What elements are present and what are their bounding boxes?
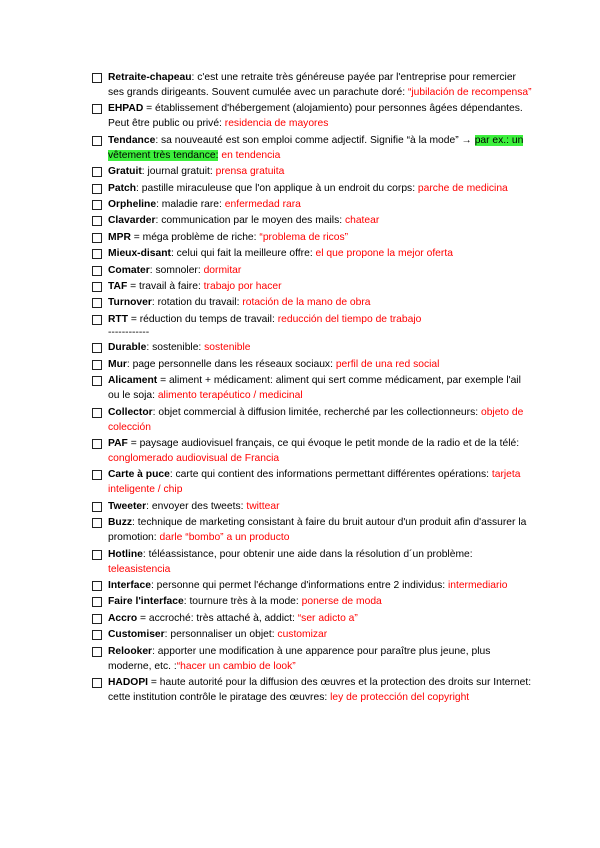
list-item <box>92 467 532 497</box>
definition-text: = accroché: très attaché à, addict: <box>137 612 298 624</box>
checkbox-icon[interactable] <box>92 597 102 607</box>
translation-text: ponerse de moda <box>301 596 382 608</box>
checkbox-icon[interactable] <box>92 104 102 114</box>
term-label: Accro <box>108 612 138 624</box>
definition-text: : carte qui contient des informations permettant différentes opérations: <box>169 469 492 481</box>
translation-text: “jubilación de recompensa” <box>407 87 532 98</box>
translation-text: “ser adicto a” <box>297 612 358 624</box>
translation-text: chatear <box>344 215 380 227</box>
translation-text: residencia de mayores <box>224 118 329 130</box>
translation-text: tarjeta inteligente / chip <box>108 469 521 496</box>
definition-text: : sa nouveauté est son emploi comme adjectif. Signifie “à la mode” → <box>155 134 475 146</box>
translation-text: dormitar <box>203 264 242 276</box>
term-label: Retraite-chapeau <box>108 72 192 83</box>
translation-text: perfil de una red social <box>335 358 440 370</box>
term-label: Tweeter <box>108 500 147 512</box>
checkbox-icon[interactable] <box>92 282 102 292</box>
translation-text: conglomerado audiovisual de Francia <box>108 453 280 465</box>
vocabulary-list <box>92 70 532 706</box>
translation-text: en tendencia <box>218 149 281 161</box>
term-label: Mieux-disant <box>108 248 171 260</box>
definition-text: : rotation du travail: <box>151 297 243 309</box>
definition-text: : téléassistance, pour obtenir une aide dans la résolution d´un problème: <box>142 548 473 560</box>
definition-text: = travail à faire: <box>127 280 204 292</box>
translation-text: objeto de colección <box>108 406 524 433</box>
checkbox-icon[interactable] <box>92 233 102 243</box>
term-label: Buzz <box>108 517 133 529</box>
checkbox-icon[interactable] <box>92 360 102 370</box>
definition-text: : envoyer des tweets: <box>146 500 247 512</box>
checkbox-icon[interactable] <box>92 136 102 146</box>
checkbox-icon[interactable] <box>92 167 102 177</box>
term-label: Mur <box>108 358 127 370</box>
translation-text: twittear <box>246 500 280 512</box>
term-label: EHPAD <box>108 103 144 115</box>
list-item <box>92 436 532 466</box>
list-item <box>92 515 532 545</box>
list-item <box>92 213 532 228</box>
highlighted-example: par ex.: un vêtement très tendance: <box>108 134 524 161</box>
list-item <box>92 627 532 642</box>
section-separator: ------------ <box>108 327 150 339</box>
definition-text: : personnaliser un objet: <box>164 629 278 641</box>
term-label: HADOPI <box>108 676 149 688</box>
term-label: Customiser <box>108 629 165 641</box>
checkbox-icon[interactable] <box>92 184 102 194</box>
term-label: Hotline <box>108 548 143 560</box>
translation-text: sostenible <box>204 342 251 354</box>
term-label: RTT <box>108 313 129 325</box>
list-item <box>92 675 532 705</box>
list-item <box>92 312 532 327</box>
list-item <box>92 405 532 435</box>
list-item <box>92 263 532 278</box>
list-item <box>92 279 532 294</box>
term-label: Gratuit <box>108 166 142 178</box>
checkbox-icon[interactable] <box>92 678 102 688</box>
translation-text: “problema de ricos” <box>259 231 349 243</box>
list-item <box>92 357 532 372</box>
term-label: Durable <box>108 342 147 354</box>
definition-text: : communication par le moyen des mails: <box>155 215 345 227</box>
checkbox-icon[interactable] <box>92 343 102 353</box>
translation-text: enfermedad rara <box>224 198 301 210</box>
list-item <box>92 246 532 261</box>
checkbox-icon[interactable] <box>92 266 102 276</box>
list-item <box>92 70 532 100</box>
definition-text: : journal gratuit: <box>141 166 216 178</box>
definition-text: : celui qui fait la meilleure offre: <box>170 248 316 260</box>
checkbox-icon[interactable] <box>92 298 102 308</box>
list-item <box>92 197 532 212</box>
definition-text: = haute autorité pour la diffusion des œuvres et la protection des droits sur Internet: cette institution contrôle le piratage des œuvres: <box>108 676 532 703</box>
checkbox-icon[interactable] <box>92 376 102 386</box>
list-item <box>92 499 532 514</box>
checkbox-icon[interactable] <box>92 614 102 624</box>
checkbox-icon[interactable] <box>92 630 102 640</box>
definition-text: : maladie rare: <box>156 198 225 210</box>
term-label: Clavarder <box>108 215 156 227</box>
list-item <box>92 547 532 577</box>
definition-text: : sostenible: <box>146 342 205 354</box>
list-item <box>92 101 532 131</box>
term-label: Carte à puce <box>108 469 170 481</box>
translation-text: alimento terapéutico / medicinal <box>157 390 303 402</box>
definition-text: : somnoler: <box>149 264 204 276</box>
checkbox-icon[interactable] <box>92 518 102 528</box>
definition-text: = établissement d'hébergement (alojamiento) pour personnes âgées dépendantes. Peut être public ou privé: <box>108 103 523 130</box>
checkbox-icon[interactable] <box>92 216 102 226</box>
list-item <box>92 578 532 593</box>
definition-text: : apporter une modification à une apparence pour paraître plus jeune, plus moderne, etc. : <box>108 645 491 672</box>
translation-text: teleasistencia <box>108 563 171 575</box>
term-label: TAF <box>108 280 128 292</box>
definition-text: : pastille miraculeuse que l'on applique à un endroit du corps: <box>136 182 418 194</box>
term-label: Turnover <box>108 297 152 309</box>
translation-text: darle “bombo” a un producto <box>159 532 290 544</box>
translation-text: rotación de la mano de obra <box>242 297 371 309</box>
translation-text: reducción del tiempo de trabajo <box>277 313 422 325</box>
list-item <box>92 611 532 626</box>
checkbox-icon[interactable] <box>92 439 102 449</box>
checkbox-icon[interactable] <box>92 315 102 325</box>
checkbox-icon[interactable] <box>92 647 102 657</box>
translation-text: el que propone la mejor oferta <box>315 248 453 260</box>
translation-text: intermediario <box>447 579 508 591</box>
list-item <box>92 340 532 355</box>
list-item <box>92 644 532 674</box>
checkbox-icon[interactable] <box>92 249 102 259</box>
list-item <box>92 373 532 403</box>
translation-text: ley de protección del copyright <box>330 691 470 703</box>
definition-text: = aliment + médicament: aliment qui sert comme médicament, par exemple l'ail ou le soja: <box>108 375 521 402</box>
definition-text: = réduction du temps de travail: <box>128 313 278 325</box>
definition-text: : technique de marketing consistant à faire du bruit autour d'un produit afin d'assurer la promotion: <box>108 517 527 544</box>
translation-text: customizar <box>277 629 328 641</box>
definition-text: : c'est une retraite très généreuse payée par l'entreprise pour remercier ses grands dirigeants. Souvent cumulée avec un parachute doré: <box>108 72 516 98</box>
translation-text: prensa gratuita <box>215 166 285 178</box>
list-item <box>92 230 532 245</box>
definition-text: : personne qui permet l'échange d'informations entre 2 individus: <box>150 579 448 591</box>
term-label: MPR <box>108 231 131 243</box>
term-label: Alicament <box>108 375 158 387</box>
checkbox-icon[interactable] <box>92 550 102 560</box>
checkbox-icon[interactable] <box>92 581 102 591</box>
definition-text: : tournure très à la mode: <box>183 596 302 608</box>
term-label: Interface <box>108 579 151 591</box>
term-label: Collector <box>108 406 153 418</box>
list-item <box>92 594 532 609</box>
term-label: PAF <box>108 438 128 450</box>
list-item <box>92 164 532 179</box>
checkbox-icon[interactable] <box>92 73 102 83</box>
list-item <box>92 295 532 310</box>
list-item <box>92 181 532 196</box>
definition-text: = paysage audiovisuel français, ce qui évoque le petit monde de la radio et de la télé: <box>127 438 520 450</box>
definition-text: : page personnelle dans les réseaux sociaux: <box>126 358 336 370</box>
term-label: Orpheline <box>108 198 157 210</box>
definition-text: : objet commercial à diffusion limitée, recherché par les collectionneurs: <box>152 406 481 418</box>
translation-text: trabajo por hacer <box>203 280 282 292</box>
checkbox-icon[interactable] <box>92 502 102 512</box>
list-item <box>92 133 532 163</box>
term-label: Comater <box>108 264 150 276</box>
checkbox-icon[interactable] <box>92 408 102 418</box>
definition-text: = méga problème de riche: <box>130 231 260 243</box>
checkbox-icon[interactable] <box>92 200 102 210</box>
translation-text: “hacer un cambio de look” <box>176 660 296 672</box>
checkbox-icon[interactable] <box>92 470 102 480</box>
term-label: Faire l'interface <box>108 596 184 608</box>
term-label: Patch <box>108 182 137 194</box>
translation-text: parche de medicina <box>417 182 508 194</box>
term-label: Tendance <box>108 134 156 146</box>
term-label: Relooker <box>108 645 153 657</box>
